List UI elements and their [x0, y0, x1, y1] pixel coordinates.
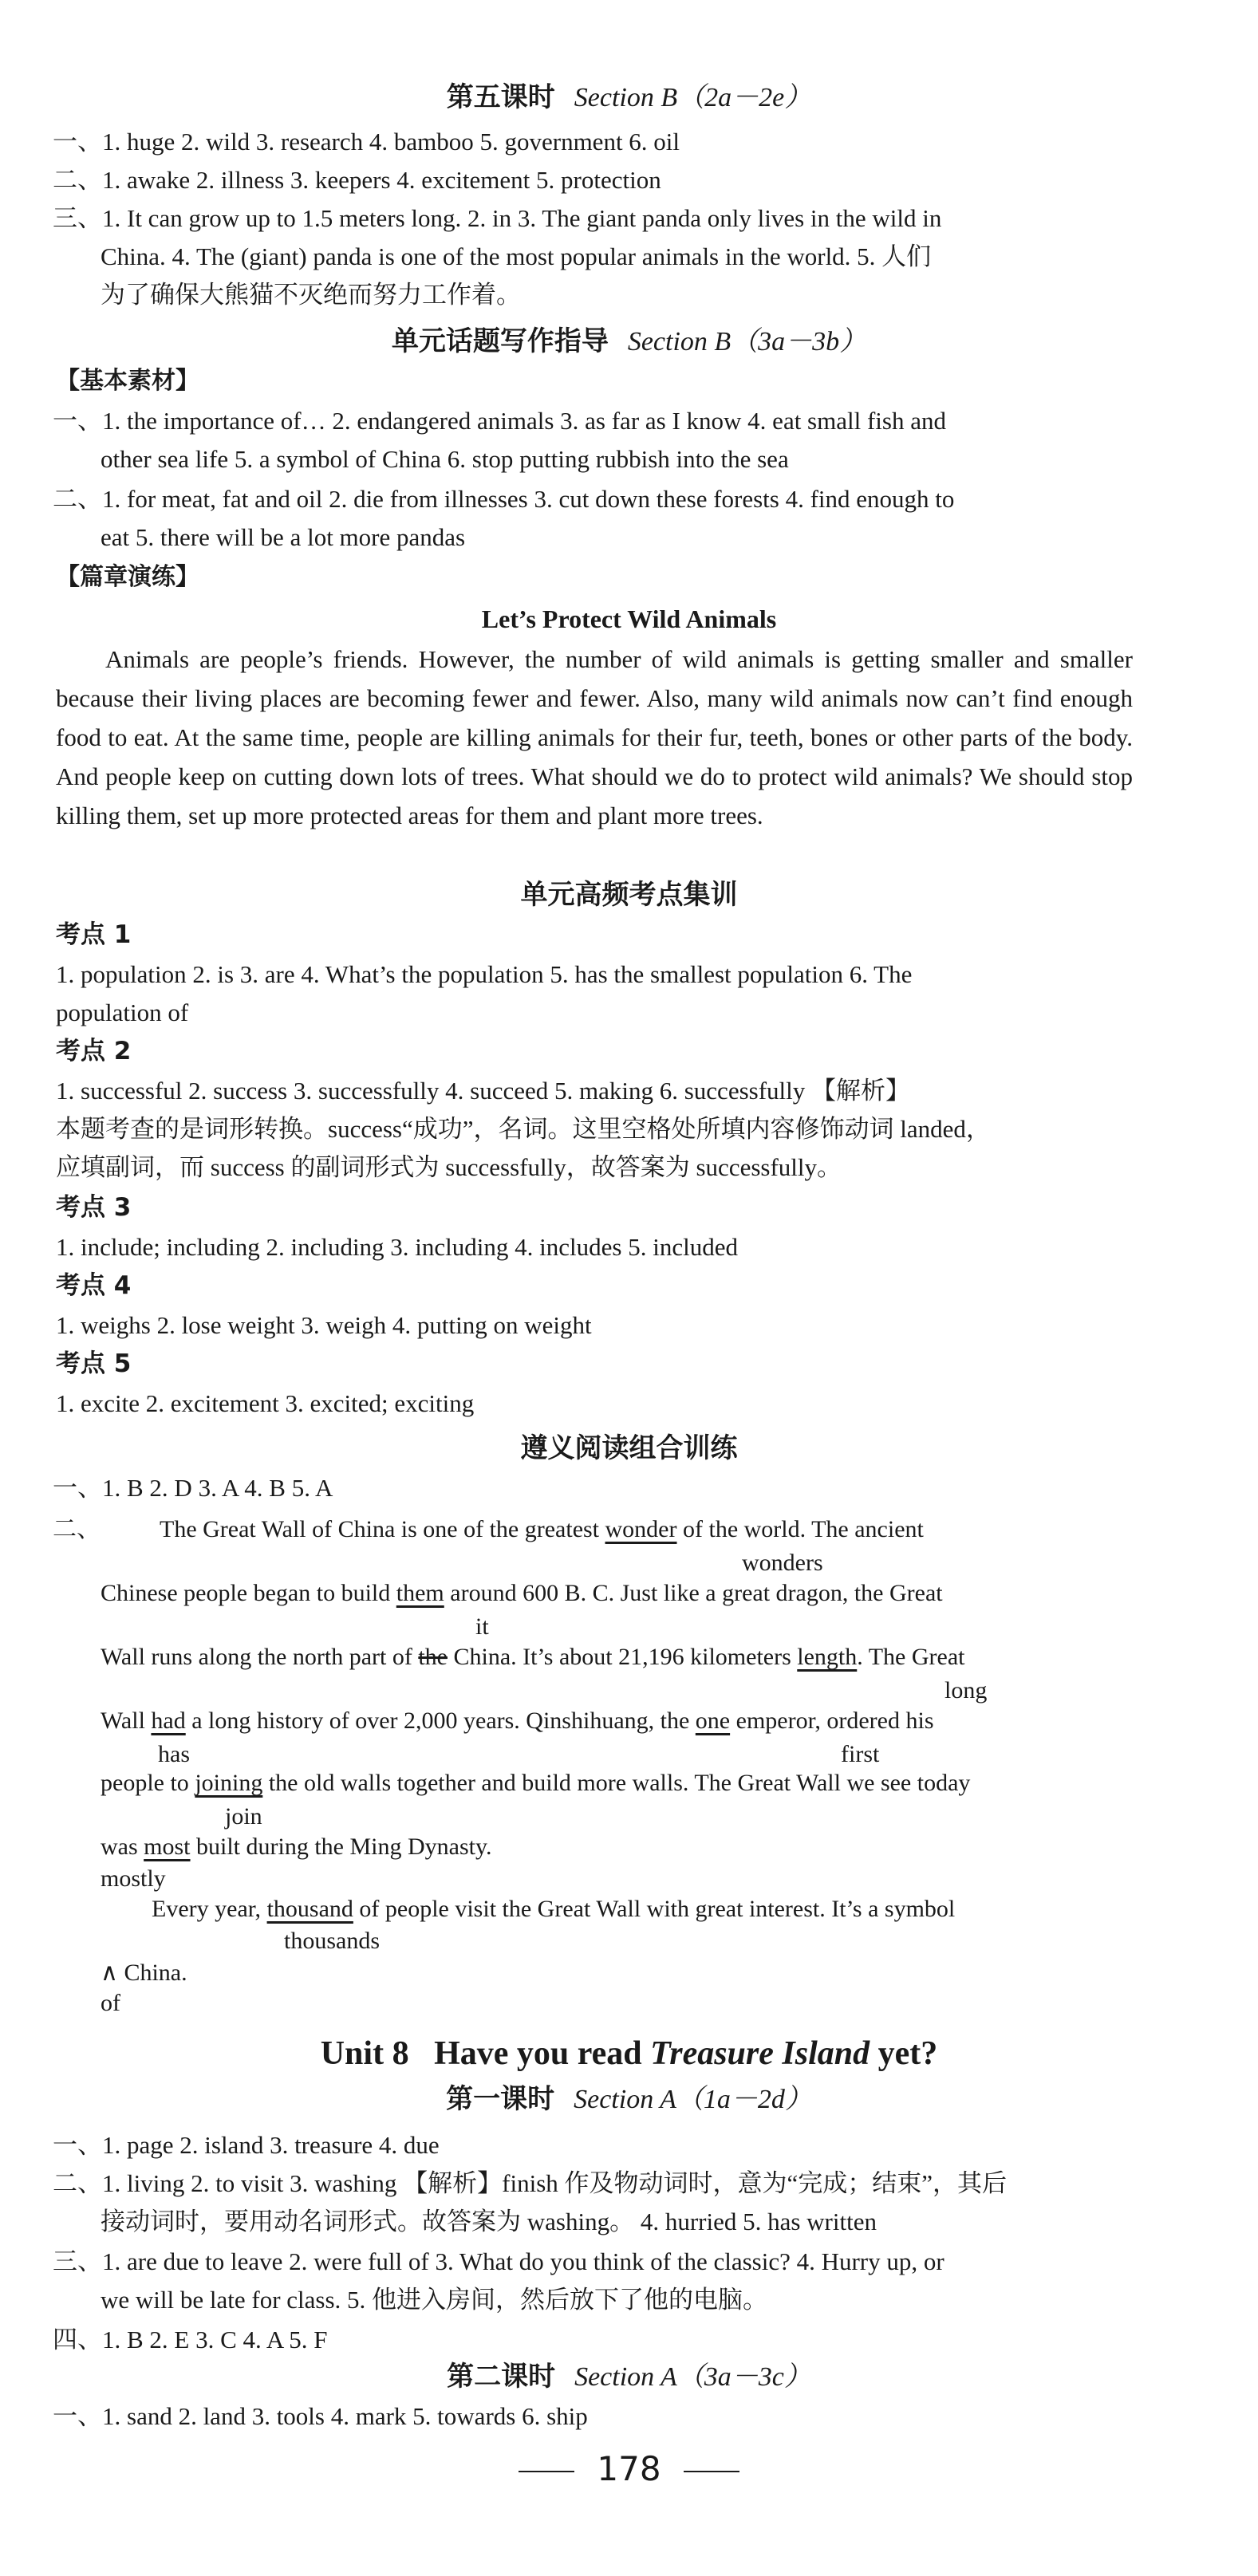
writing-heading [0, 322, 1258, 361]
essay-body: Animals are people’s friends. However, the number of wild animals is getting smaller and smaller because their living places are becoming fewer and fewer. Also, many wild animals now can’t find enough food to eat. At the same time, people are killing animals for their fur, teeth, bones or other parts of the body. And people keep on cutting down lots of trees. What should we do to protect wild animals? We should stop killing them, set up more protected areas for them and plant more trees. [56, 645, 1133, 829]
error-word: had [151, 1707, 186, 1734]
kaodian-3-label: 考点 3 [56, 1193, 132, 1222]
correction-line-4: Wall had a long history of over 2,000 years. Qinshihuang, the one emperor, ordered his [101, 1707, 934, 1734]
correction-fix: wonders [742, 1550, 823, 1576]
error-word: length [797, 1644, 858, 1670]
writing-line-3: 二、1. for meat, fat and oil 2. die from illnesses 3. cut down these forests 4. find enough to [53, 485, 955, 513]
unit8-lesson1-line-6: 四、1. B 2. E 3. C 4. A 5. F [53, 2326, 328, 2353]
writing-line-2: other sea life 5. a symbol of China 6. stop putting rubbish into the sea [101, 445, 789, 473]
error-word: one [695, 1707, 731, 1734]
kaodian-2-label: 考点 2 [56, 1037, 132, 1065]
deleted-word: the [418, 1644, 448, 1670]
unit8-lesson1-line-2: 二、1. living 2. to visit 3. washing 【解析】finish 作及物动词时，意为“完成；结束”，其后 [53, 2169, 1008, 2197]
error-word: most [144, 1834, 191, 1860]
correction-fix: long [944, 1677, 988, 1704]
correction-line-5: people to joining the old walls together and build more walls. The Great Wall we see today [101, 1770, 971, 1796]
correction-line-7: Every year, thousand of people visit the Great Wall with great interest. It’s a symbol [152, 1896, 956, 1922]
unit8-title: Unit 8 Have you read Treasure Island yet? [320, 2035, 938, 2072]
essay-title: Let’s Protect Wild Animals [481, 605, 777, 633]
unit8-lesson1-line-5: we will be late for class. 5. 他进入房间，然后放下了他的电脑。 [101, 2286, 768, 2314]
correction-fix: has [158, 1741, 190, 1767]
kaodian-2-line-3: 应填副词，而 success 的副词形式为 successfully，故答案为 successfully。 [56, 1153, 842, 1181]
lesson5-line-1: 一、1. huge 2. wild 3. research 4. bamboo 5. government 6. oil [53, 128, 680, 156]
writing-line-4: eat 5. there will be a lot more pandas [101, 523, 466, 551]
error-word: wonder [605, 1516, 677, 1542]
correction-fix: join [225, 1803, 262, 1830]
lesson5-section: Section B（2a－2e） [574, 83, 812, 112]
dash-right [684, 2471, 739, 2472]
writing-line-1: 一、1. the importance of… 2. endangered animals 3. as far as I know 4. eat small fish and [53, 407, 946, 435]
page-number: 178 [0, 2445, 1258, 2493]
unit8-lesson1-line-1: 一、1. page 2. island 3. treasure 4. due [53, 2131, 440, 2159]
kaodian-5-label: 考点 5 [56, 1349, 132, 1378]
correction-fix: of [101, 1990, 120, 2016]
lesson5-line-2: 二、1. awake 2. illness 3. keepers 4. excitement 5. protection [53, 166, 661, 194]
kaodian-4-label: 考点 4 [56, 1271, 132, 1300]
lesson5-line-4: China. 4. The (giant) panda is one of the most popular animals in the world. 5. 人们 [101, 242, 932, 270]
unit8-lesson2-line-1: 一、1. sand 2. land 3. tools 4. mark 5. towards 6. ship [53, 2402, 588, 2430]
kaodian-3-line-1: 1. include; including 2. including 3. including 4. includes 5. included [56, 1233, 738, 1261]
correction-fix: thousands [284, 1928, 380, 1954]
lesson5-line-5: 为了确保大熊猫不灭绝而努力工作着。 [101, 281, 521, 309]
lesson5-title: 第五课时 [446, 81, 555, 113]
unit8-lesson1-heading: 第一课时 Section A（1a－2d） [446, 2083, 812, 2115]
kaodian-1-line-1: 1. population 2. is 3. are 4. What’s the population 5. has the smallest population 6. The [56, 960, 913, 988]
dash-left [519, 2471, 574, 2472]
basic-material-label: 【基本素材】 [56, 367, 199, 395]
correction-line-8: ∧ China. [101, 1960, 187, 1986]
kaodian-2-line-2: 本题考查的是词形转换。success“成功”，名词。这里空格处所填内容修饰动词 landed， [56, 1115, 991, 1143]
unit8-lesson1-line-3: 接动词时，要用动名词形式。故答案为 washing。 4. hurried 5. has written [101, 2208, 877, 2235]
kaodian-1-label: 考点 1 [56, 920, 132, 949]
writing-title: 单元话题写作指导 [391, 325, 609, 357]
kaodian-2-line-1: 1. successful 2. success 3. successfully 4. succeed 5. making 6. successfully 【解析】 [56, 1077, 910, 1105]
correction-fix: first [841, 1741, 880, 1767]
correction-line-3: Wall runs along the north part of the China. It’s about 21,196 kilometers length. The Great [101, 1644, 965, 1670]
kaodian-4-line-1: 1. weighs 2. lose weight 3. weigh 4. putting on weight [56, 1311, 592, 1339]
unit8-lesson2-heading: 第二课时 Section A（3a－3c） [447, 2361, 811, 2393]
unit8-lesson1-line-4: 三、1. are due to leave 2. were full of 3. What do you think of the classic? 4. Hurry up, or [53, 2247, 944, 2275]
essay-practice-label: 【篇章演练】 [56, 563, 199, 591]
correction-fix: it [475, 1613, 489, 1640]
kaodian-5-line-1: 1. excite 2. excitement 3. excited; exciting [56, 1389, 475, 1417]
correction-line-6: was most built during the Ming Dynasty. [101, 1834, 492, 1860]
error-word: joining [195, 1770, 263, 1796]
writing-section: Section B（3a－3b） [627, 327, 867, 356]
kaodian-heading: 单元高频考点集训 [520, 879, 738, 911]
error-word: them [396, 1580, 444, 1606]
lesson5-heading [0, 78, 1258, 117]
zunyi-line-1: 一、1. B 2. D 3. A 4. B 5. A [53, 1474, 333, 1502]
error-word: thousand [266, 1896, 353, 1922]
correction-line-2: Chinese people began to build them around 600 B. C. Just like a great dragon, the Great [101, 1580, 943, 1606]
kaodian-1-line-2: population of [56, 998, 189, 1026]
zunyi-part2-label: 二、 [53, 1516, 101, 1542]
lesson5-line-3: 三、1. It can grow up to 1.5 meters long. 2. in 3. The giant panda only lives in the wild in [53, 204, 942, 232]
correction-fix: mostly [101, 1865, 166, 1892]
zunyi-heading: 遵义阅读组合训练 [520, 1432, 738, 1464]
correction-line-1: The Great Wall of China is one of the greatest wonder of the world. The ancient [160, 1516, 924, 1542]
